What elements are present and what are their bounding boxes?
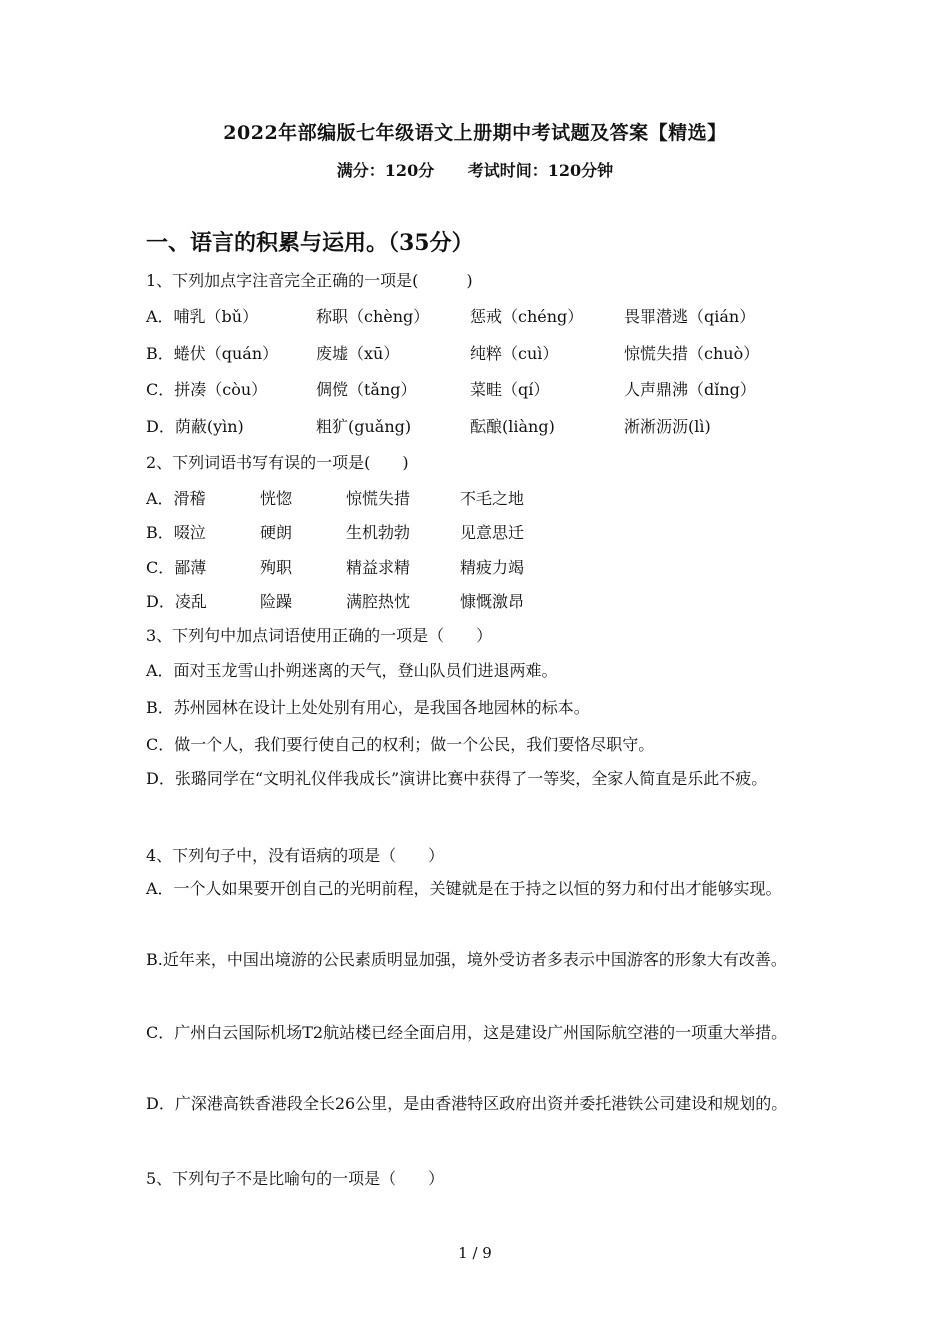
q4-option-d: D．广深港高铁香港段全长26公里，是由香港特区政府出资并委托港铁公司建设和规划的。 [146,1094,788,1113]
full-score: 满分：120分 [336,161,435,180]
q2-c-3: 精益求精 [346,558,411,577]
q2-stem: 2、下列词语书写有误的一项是( ) [146,453,409,472]
q1-d-2: 粗犷(guǎng) [316,417,412,436]
q3-option-b: B．苏州园林在设计上处处别有用心，是我国各地园林的标本。 [146,698,590,717]
q1-c-2: 倜傥（tǎng） [316,380,417,399]
q1-d-3: 酝酿(liàng) [470,417,555,436]
q1-c-3: 菜畦（qí） [470,380,550,399]
q3-option-c: C．做一个人，我们要行使自己的权利；做一个公民，我们要恪尽职守。 [146,735,655,754]
exam-info [0,158,950,181]
q2-a-1: A．滑稽 [146,489,206,508]
q3-option-d: D．张璐同学在“文明礼仪伴我成长”演讲比赛中获得了一等奖，全家人简直是乐此不疲。 [146,769,768,788]
q1-stem: 1、下列加点字注音完全正确的一项是( ) [146,271,473,290]
q2-d-3: 满腔热忱 [346,592,411,611]
q2-b-4: 见意思迁 [460,523,525,542]
q1-a-4: 畏罪潜逃（qián） [624,307,756,326]
section-heading: 一、语言的积累与运用。（35分） [146,230,474,256]
q2-d-4: 慷慨激昂 [460,592,525,611]
q1-a-1: A．哺乳（bǔ） [146,307,259,326]
q1-c-4: 人声鼎沸（dǐng） [624,380,756,399]
q4-stem: 4、下列句子中，没有语病的项是（ ） [146,846,445,865]
q2-b-3: 生机勃勃 [346,523,411,542]
q2-c-2: 殉职 [260,558,293,577]
q5-stem: 5、下列句子不是比喻句的一项是（ ） [146,1169,445,1188]
q2-d-1: D．凌乱 [146,592,207,611]
q2-a-2: 恍惚 [260,489,293,508]
q1-d-1: D．荫蔽(yìn) [146,417,244,436]
q1-b-1: B．蜷伏（quán） [146,344,279,363]
q1-d-4: 淅淅沥沥(lì) [624,417,711,436]
q2-d-2: 险躁 [260,592,293,611]
q4-option-b: B.近年来，中国出境游的公民素质明显加强，境外受访者多表示中国游客的形象大有改善。 [146,950,787,969]
page-title: 2022年部编版七年级语文上册期中考试题及答案【精选】 [223,122,727,144]
q2-b-1: B．啜泣 [146,523,206,542]
q3-option-a: A．面对玉龙雪山扑朔迷离的天气，登山队员们进退两难。 [146,661,558,680]
q2-c-1: C．鄙薄 [146,558,207,577]
q1-c-1: C．拼凑（còu） [146,380,268,399]
q1-a-2: 称职（chèng） [316,307,430,326]
q2-a-3: 惊慌失措 [346,489,411,508]
q1-b-2: 废墟（xū） [316,344,400,363]
exam-time: 考试时间：120分钟 [467,161,614,180]
q4-option-c: C．广州白云国际机场T2航站楼已经全面启用，这是建设广州国际航空港的一项重大举措。 [146,1023,788,1042]
page-number: 1 / 9 [458,1244,492,1262]
q1-b-4: 惊慌失措（chuò） [624,344,760,363]
q3-stem: 3、下列句中加点词语使用正确的一项是（ ） [146,626,493,645]
q2-b-2: 硬朗 [260,523,293,542]
q1-b-3: 纯粹（cuì） [470,344,559,363]
q2-a-4: 不毛之地 [460,489,525,508]
q1-a-3: 惩戒（chéng） [470,307,584,326]
q4-option-a: A．一个人如果要开创自己的光明前程，关键就是在于持之以恒的努力和付出才能够实现。 [146,879,782,898]
q2-c-4: 精疲力竭 [460,558,525,577]
